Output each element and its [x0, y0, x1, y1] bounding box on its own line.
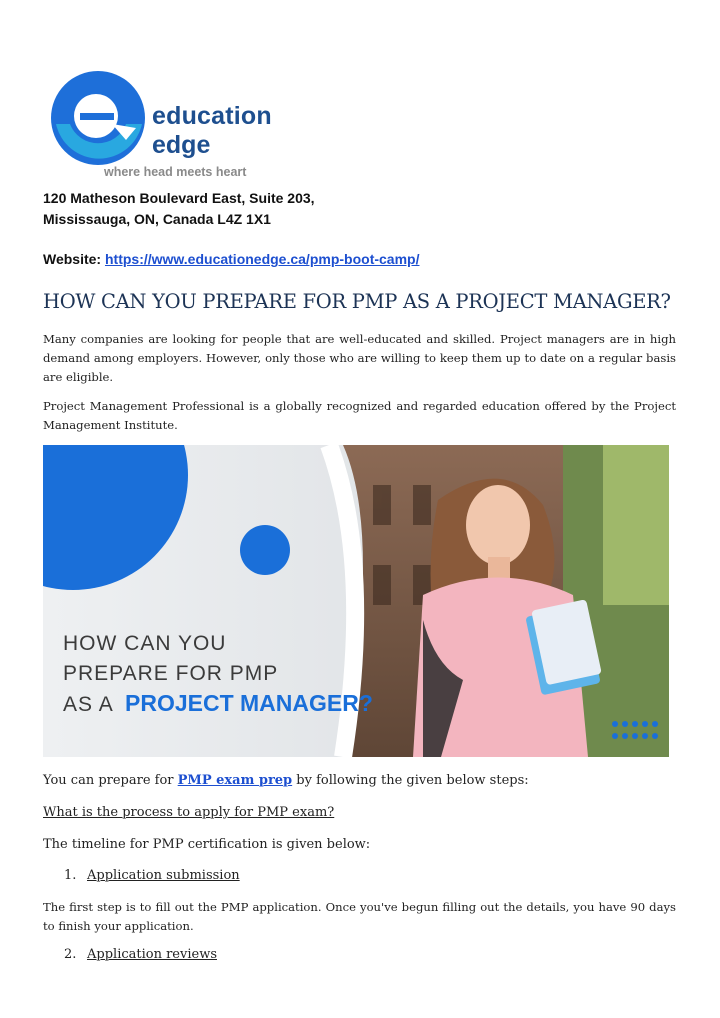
process-link[interactable]: What is the process to apply for PMP exam? [43, 805, 335, 820]
list-title[interactable]: Application submission [87, 868, 240, 883]
website-link[interactable]: https://www.educationedge.ca/pmp-boot-camp/ [104, 251, 420, 267]
steps-intro-after: by following the given below steps: [292, 773, 529, 788]
banner-line3-prefix: AS A [63, 693, 114, 716]
list-number: 2. [64, 947, 77, 962]
list-number: 1. [64, 868, 77, 883]
logo-wordmark-line2: edge [152, 131, 211, 159]
pmp-exam-prep-link[interactable]: PMP exam prep [177, 773, 293, 788]
banner-line2: PREPARE FOR PMP [63, 662, 279, 685]
banner-graphic [43, 445, 669, 757]
list-item [64, 947, 217, 962]
logo-e-icon [46, 68, 156, 168]
steps-intro [43, 773, 529, 788]
application-paragraph: The first step is to fill out the PMP application. Once you've begun filling out the details, you have 90 days to finish your application. [43, 900, 676, 933]
pmp-paragraph: Project Management Professional is a globally recognized and regarded education offered by the Project Management Institute. [43, 399, 676, 432]
address-line1: 120 Matheson Boulevard East, Suite 203, [43, 190, 315, 206]
page-title: HOW CAN YOU PREPARE FOR PMP AS A PROJECT MANAGER? [43, 290, 671, 313]
steps-intro-before: You can prepare for [43, 773, 178, 788]
logo-wordmark-line1: education [152, 102, 272, 130]
article-banner-image [43, 445, 669, 757]
website-label: Website: [43, 251, 102, 267]
banner-line3-highlight: PROJECT MANAGER? [125, 690, 373, 716]
website-line [43, 251, 419, 267]
intro-paragraph: Many companies are looking for people that are well-educated and skilled. Project managers are in high demand among employers. However, only those who are willing to keep them up to date on a regular basis are eligible. [43, 332, 676, 384]
small-blue-circle [240, 525, 290, 575]
address-block [43, 188, 315, 230]
list-title[interactable]: Application reviews [87, 947, 217, 962]
address-line2: Mississauga, ON, Canada L4Z 1X1 [43, 211, 271, 227]
logo-tagline: where head meets heart [104, 165, 247, 179]
timeline-text: The timeline for PMP certification is given below: [43, 837, 371, 852]
list-item [64, 868, 240, 883]
education-edge-logo [46, 68, 286, 183]
banner-line1: HOW CAN YOU [63, 632, 227, 655]
